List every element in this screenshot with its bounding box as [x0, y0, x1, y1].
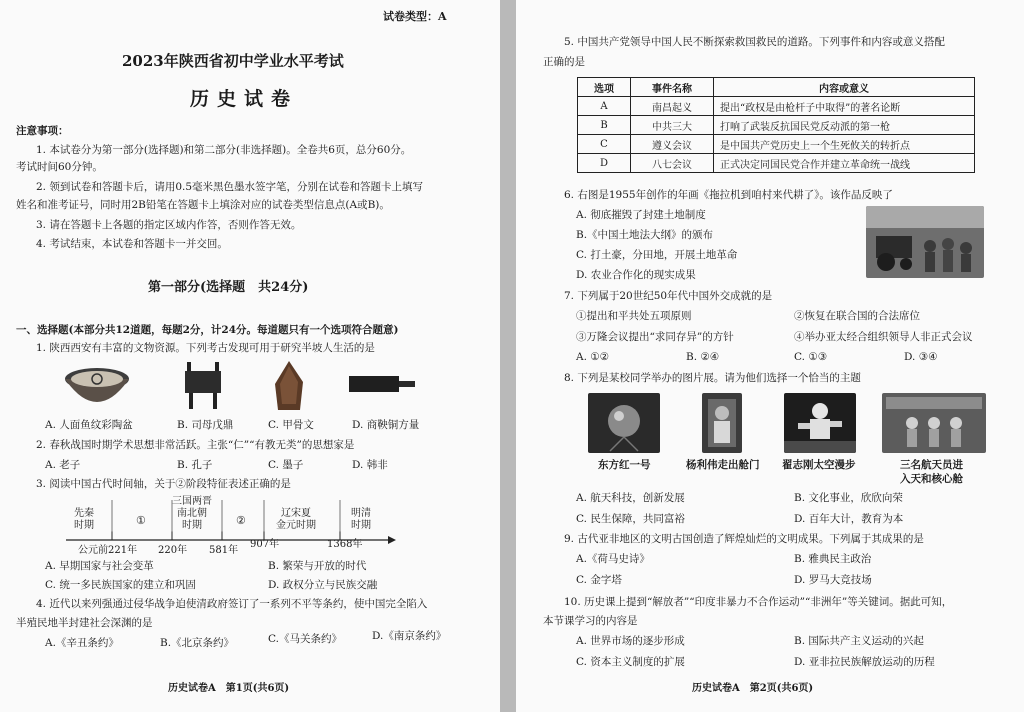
note-line: 3. 请在答题卡上各题的指定区域内作答，否则作答无效。 [36, 219, 302, 231]
q9-option-b[interactable]: B. 雅典民主政治 [794, 553, 872, 565]
timeline-year: 220年 [158, 545, 188, 556]
pottery-basin-image [62, 365, 132, 411]
timeline-year: 1368年 [327, 539, 363, 550]
timeline-period: 辽宋夏 金元时期 [276, 508, 316, 531]
note-line: 4. 考试结束，本试卷和答题卡一并交回。 [36, 238, 228, 250]
tractor-new-year-painting [866, 206, 984, 278]
timeline-period: ② [236, 514, 246, 527]
q8-caption: 杨利伟走出舱门 [686, 459, 760, 471]
page1-footer: 历史试卷A 第1页(共6页) [168, 683, 290, 694]
q1-option-b[interactable]: B. 司母戊鼎 [177, 419, 234, 431]
q5-stem-cont: 正确的是 [543, 56, 585, 68]
q3-option-d[interactable]: D. 政权分立与民族交融 [268, 579, 378, 591]
choice-instruction: 一、选择题(本部分共12道题，每题2分，计24分。每道题只有一个选项符合题意) [16, 324, 399, 336]
q3-option-a[interactable]: A. 早期国家与社会变革 [45, 560, 154, 572]
timeline-year: 公元前221年 [78, 545, 138, 556]
q8-option-d[interactable]: D. 百年大计，教育为本 [794, 513, 904, 525]
q1-option-d[interactable]: D. 商鞅铜方量 [352, 419, 420, 431]
table-row [578, 97, 975, 116]
q9-option-d[interactable]: D. 罗马大竞技场 [794, 574, 872, 586]
paper-type-label: 试卷类型：A [383, 10, 447, 23]
q10-option-c[interactable]: C. 资本主义制度的扩展 [576, 656, 685, 668]
q2-option-d[interactable]: D. 韩非 [352, 459, 388, 471]
table-row [578, 154, 975, 173]
q6-option-a[interactable]: A. 彻底摧毁了封建土地制度 [576, 209, 706, 221]
q4-option-d[interactable]: D.《南京条约》 [372, 630, 447, 642]
section-title: 第一部分(选择题 共24分) [148, 280, 309, 295]
q9-stem: 9. 古代亚非地区的文明古国创造了辉煌灿烂的文明成果。下列属于其成果的是 [564, 533, 924, 545]
exam-page-1 [0, 0, 500, 712]
q4-option-b[interactable]: B.《北京条约》 [160, 637, 235, 649]
q9-option-c[interactable]: C. 金字塔 [576, 574, 622, 586]
q2-option-c[interactable]: C. 墨子 [268, 459, 304, 471]
oracle-bone-image [272, 358, 306, 413]
q8-option-b[interactable]: B. 文化事业，欣欣向荣 [794, 492, 903, 504]
q7-option-b[interactable]: B. ②④ [686, 351, 720, 363]
table-cell: 南昌起义 [631, 97, 714, 116]
bronze-measure-image [345, 372, 417, 398]
dongfanghong-satellite-photo [588, 393, 660, 453]
q7-item: ②恢复在联合国的合法席位 [794, 310, 920, 322]
table-cell: 打响了武装反抗国民党反动派的第一枪 [714, 116, 975, 135]
timeline-period: 明清 时期 [351, 508, 371, 531]
q10-option-a[interactable]: A. 世界市场的逐步形成 [576, 635, 685, 647]
q2-option-a[interactable]: A. 老子 [45, 459, 81, 471]
table-cell: D [578, 154, 631, 173]
q8-caption: 入天和核心舱 [900, 473, 963, 485]
table-header: 事件名称 [631, 78, 714, 97]
q6-option-d[interactable]: D. 农业合作化的现实成果 [576, 269, 696, 281]
q7-option-a[interactable]: A. ①② [576, 351, 610, 363]
table-cell: 正式决定同国民党合作并建立革命统一战线 [714, 154, 975, 173]
table-cell: C [578, 135, 631, 154]
q4-stem: 4. 近代以来列强通过侵华战争迫使清政府签订了一系列不平等条约，使中国完全陷入 [36, 598, 428, 610]
q2-stem: 2. 春秋战国时期学术思想非常活跃。主张“仁”“有教无类”的思想家是 [36, 439, 355, 451]
q9-option-a[interactable]: A.《荷马史诗》 [576, 553, 650, 565]
q3-stem: 3. 阅读中国古代时间轴，关于②阶段特征表述正确的是 [36, 478, 291, 490]
q10-option-b[interactable]: B. 国际共产主义运动的兴起 [794, 635, 924, 647]
tianhe-module-astronauts-photo [882, 393, 986, 453]
q6-stem: 6. 右图是1955年创作的年画《拖拉机到咱村来代耕了》。该作品反映了 [564, 189, 893, 201]
table-cell: B [578, 116, 631, 135]
timeline-period: ① [136, 514, 146, 527]
table-cell: 八七会议 [631, 154, 714, 173]
table-row [578, 135, 975, 154]
zhai-zhigang-spacewalk-photo [784, 393, 856, 453]
q8-stem: 8. 下列是某校同学举办的图片展。请为他们选择一个恰当的主题 [564, 372, 861, 384]
table-cell: 提出“政权是由枪杆子中取得”的著名论断 [714, 97, 975, 116]
yang-liwei-photo [702, 393, 742, 453]
timeline-year: 581年 [209, 545, 239, 556]
q3-option-b[interactable]: B. 繁荣与开放的时代 [268, 560, 367, 572]
note-line: 2. 领到试卷和答题卡后，请用0.5毫米黑色墨水签字笔，分别在试卷和答题卡上填写 [36, 181, 424, 193]
table-header-row [578, 78, 975, 97]
table-cell: 是中国共产党历史上一个生死攸关的转折点 [714, 135, 975, 154]
table-cell: A [578, 97, 631, 116]
q10-stem-cont: 本节课学习的内容是 [543, 615, 638, 627]
q6-option-c[interactable]: C. 打土豪，分田地，开展土地革命 [576, 249, 738, 261]
table-cell: 遵义会议 [631, 135, 714, 154]
table-row [578, 116, 975, 135]
q4-stem-cont: 半殖民地半封建社会深渊的是 [16, 617, 153, 629]
q10-option-d[interactable]: D. 亚非拉民族解放运动的历程 [794, 656, 935, 668]
q7-option-c[interactable]: C. ①③ [794, 351, 828, 363]
q2-option-b[interactable]: B. 孔子 [177, 459, 213, 471]
q3-option-c[interactable]: C. 统一多民族国家的建立和巩固 [45, 579, 196, 591]
q5-stem: 5. 中国共产党领导中国人民不断探索救国救民的道路。下列事件和内容或意义搭配 [564, 36, 945, 48]
q7-item: ④举办亚太经合组织领导人非正式会议 [794, 331, 973, 343]
exam-page-2 [516, 0, 1024, 712]
q8-option-c[interactable]: C. 民生保障，共同富裕 [576, 513, 685, 525]
q1-option-c[interactable]: C. 甲骨文 [268, 419, 314, 431]
page2-footer: 历史试卷A 第2页(共6页) [692, 683, 814, 694]
note-line: 1. 本试卷分为第一部分(选择题)和第二部分(非选择题)。全卷共6页，总分60分。 [36, 144, 412, 156]
q4-option-a[interactable]: A.《辛丑条约》 [45, 637, 119, 649]
q7-item: ③万隆会议提出“求同存异”的方针 [576, 331, 734, 343]
timeline-period: 三国两晋 南北朝 时期 [172, 496, 212, 531]
q1-option-a[interactable]: A. 人面鱼纹彩陶盆 [45, 419, 133, 431]
q6-option-b[interactable]: B.《中国土地法大纲》的颁布 [576, 229, 714, 241]
q5-table [577, 77, 975, 173]
note-line: 姓名和准考证号，同时用2B铅笔在答题卡上填涂对应的试卷类型信息点(A或B)。 [16, 199, 390, 211]
timeline-dividers [66, 500, 396, 532]
q1-stem: 1. 陕西西安有丰富的文物资源。下列考古发现可用于研究半坡人生活的是 [36, 342, 375, 354]
q7-option-d[interactable]: D. ③④ [904, 351, 938, 363]
q4-option-c[interactable]: C.《马关条约》 [268, 633, 342, 645]
q8-caption: 翟志刚太空漫步 [782, 459, 856, 471]
note-line: 考试时间60分钟。 [16, 161, 103, 173]
q8-option-a[interactable]: A. 航天科技，创新发展 [576, 492, 685, 504]
table-cell: 中共三大 [631, 116, 714, 135]
q8-caption: 三名航天员进 [900, 459, 963, 471]
exam-title: 2023年陕西省初中学业水平考试 [122, 52, 344, 70]
bronze-ding-image [183, 358, 223, 413]
q10-stem: 10. 历史课上提到“解放者”“印度非暴力不合作运动”“非洲年”等关键词。据此可知， [564, 596, 953, 608]
q7-stem: 7. 下列属于20世纪50年代中国外交成就的是 [564, 290, 773, 302]
timeline-year: 907年 [250, 539, 280, 550]
notes-heading: 注意事项： [16, 125, 69, 137]
subject-title: 历史试卷 [190, 88, 299, 110]
q7-item: ①提出和平共处五项原则 [576, 310, 692, 322]
q8-caption: 东方红一号 [598, 459, 651, 471]
table-header: 内容或意义 [714, 78, 975, 97]
table-header: 选项 [578, 78, 631, 97]
timeline-period: 先秦 时期 [74, 508, 94, 531]
